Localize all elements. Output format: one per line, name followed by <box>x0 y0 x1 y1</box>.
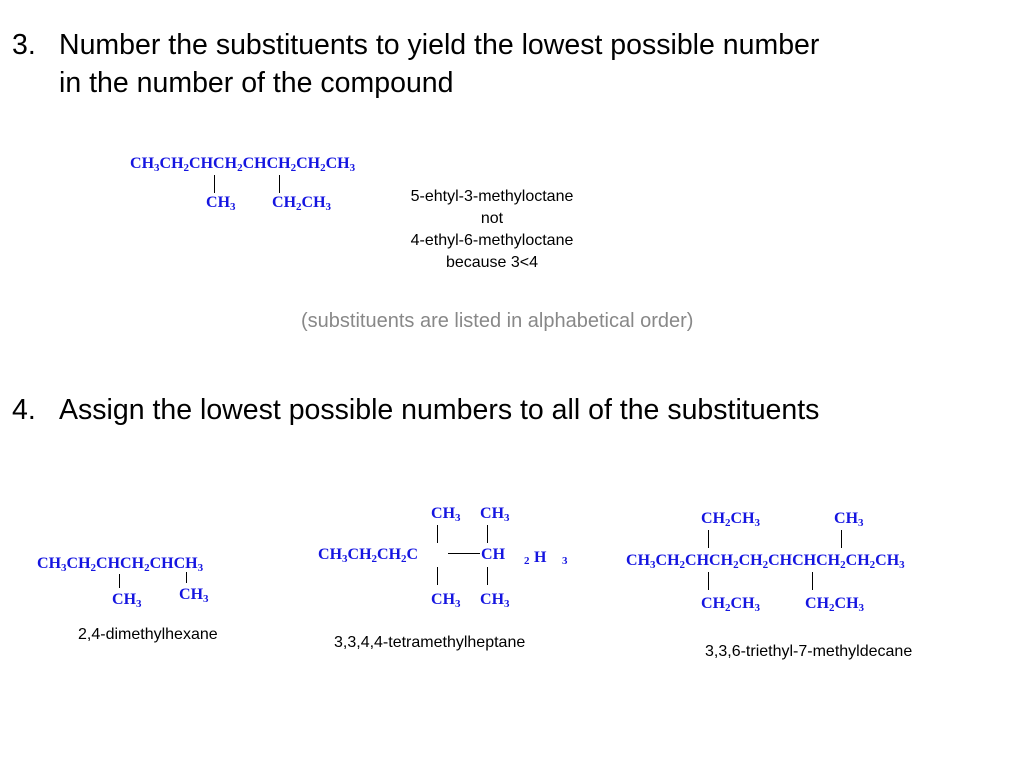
example1-branch-methyl: $CH_3$ <box>206 194 236 213</box>
alphabetical-order-note: (substituents are listed in alphabetical order) <box>301 310 694 332</box>
example4-bond-bottom-b <box>812 572 813 590</box>
example3-bottom-methyl-b: $CH_3$ <box>480 591 510 610</box>
example1-bond-a <box>214 175 215 193</box>
example4-bond-bottom-a <box>708 572 709 590</box>
example4-top-methyl: $CH_3$ <box>834 510 864 529</box>
example3-c-c-bond <box>448 553 480 554</box>
example3-bottom-methyl-a: $CH_3$ <box>431 591 461 610</box>
explanation-line-1: 5-ehtyl-3-methyloctane <box>410 188 574 205</box>
example3-bond-top-b <box>487 525 488 543</box>
example3-overlap-artifact-3: 3 <box>562 555 568 567</box>
example4-bottom-ethyl-b: $CH_2CH_3$ <box>805 595 865 614</box>
example4-main-chain: $CH_3CH_2CHCH_2CH_2CHCHCH_2CH_2CH_3$ <box>626 552 905 571</box>
rule-3-text-line1: Number the substituents to yield the lowest possible number <box>59 29 820 61</box>
rule-3-heading <box>12 27 1012 103</box>
example4-bottom-ethyl-a: $CH_2CH_3$ <box>701 595 761 614</box>
explanation-line-4: because 3<4 <box>445 254 539 271</box>
rule-4-heading <box>12 392 1012 432</box>
example2-branch-a: $CH_3$ <box>112 591 142 610</box>
example3-chain-left: $CH_3CH_2CH_2C$ <box>318 546 419 565</box>
example1-branch-ethyl: $CH_2CH_3$ <box>272 194 332 213</box>
example2-branch-b: $CH_3$ <box>179 586 209 605</box>
example2-bond-b <box>186 572 187 583</box>
example3-chain-right: CH <box>481 546 506 563</box>
example1-main-chain: $CH_3CH_2CHCH_2CHCH_2CH_2CH_3$ <box>130 155 356 174</box>
example1-bond-b <box>279 175 280 193</box>
example3-overlap-artifact-h: H <box>534 549 547 566</box>
explanation-line-3: 4-ethyl-6-methyloctane <box>410 232 574 249</box>
example4-compound-name: 3,3,6-triethyl-7-methyldecane <box>705 643 913 660</box>
example3-bond-bottom-b <box>487 567 488 585</box>
explanation-line-2: not <box>480 210 504 227</box>
example2-main-chain: $CH_3CH_2CHCH_2CHCH_3$ <box>37 555 204 574</box>
rule-3-text-line2: in the number of the compound <box>59 67 454 99</box>
example4-bond-top-a <box>708 530 709 548</box>
example3-bond-bottom-a <box>437 567 438 585</box>
example3-bond-top-a <box>437 525 438 543</box>
example4-top-ethyl: $CH_2CH_3$ <box>701 510 761 529</box>
example3-overlap-artifact: 2 <box>524 555 530 567</box>
rule-4-number: 4. <box>12 394 36 426</box>
example2-bond-a <box>119 574 120 588</box>
example3-top-methyl-b: $CH_3$ <box>480 505 510 524</box>
example2-compound-name: 2,4-dimethylhexane <box>78 626 218 643</box>
rule-3-number: 3. <box>12 29 36 61</box>
rule-4-text: Assign the lowest possible numbers to all of the substituents <box>59 394 820 426</box>
example3-compound-name: 3,3,4,4-tetramethylheptane <box>334 634 526 651</box>
example1-explanation <box>372 186 612 274</box>
example4-bond-top-b <box>841 530 842 548</box>
example3-top-methyl-a: $CH_3$ <box>431 505 461 524</box>
